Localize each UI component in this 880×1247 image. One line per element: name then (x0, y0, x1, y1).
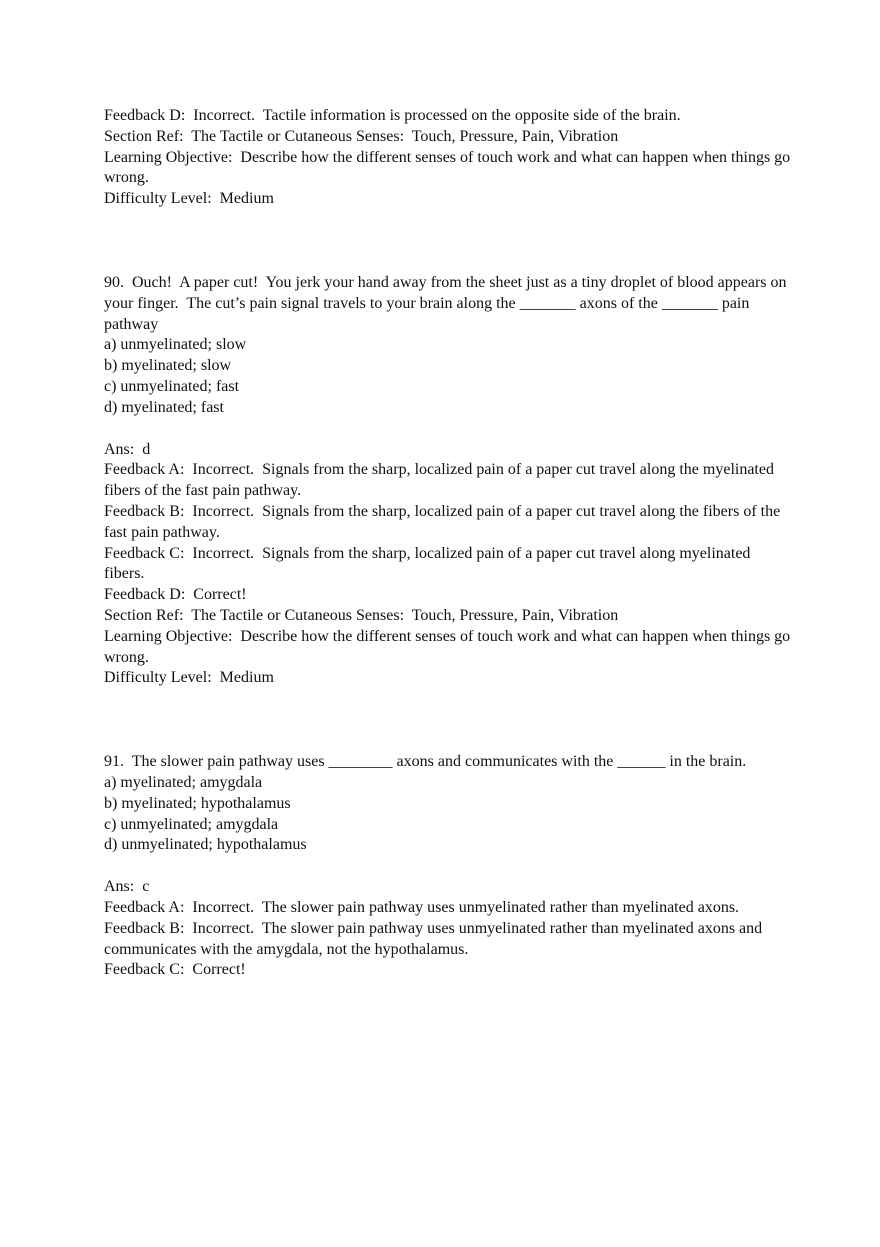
previous-question-tail (104, 106, 794, 210)
spacer (104, 856, 794, 877)
feedback-d: Feedback D: Correct! (104, 586, 247, 604)
question-91 (104, 752, 794, 981)
option-c: c) unmyelinated; amygdala (104, 815, 279, 833)
answer: Ans: d (104, 440, 151, 458)
option-c: c) unmyelinated; fast (104, 377, 240, 395)
spacer (104, 689, 794, 752)
option-d: d) myelinated; fast (104, 398, 224, 416)
option-d: d) unmyelinated; hypothalamus (104, 836, 307, 854)
answer: Ans: c (104, 878, 150, 896)
feedback-a: Feedback A: Incorrect. The slower pain pathway uses unmyelinated rather than myelinated axons. (104, 898, 740, 916)
feedback-a: Feedback A: Incorrect. Signals from the sharp, localized pain of a paper cut travel along the myelinated fibers of the fast pain pathway. (104, 461, 778, 500)
question-90 (104, 273, 794, 689)
option-b: b) myelinated; hypothalamus (104, 794, 291, 812)
feedback-b: Feedback B: Incorrect. The slower pain pathway uses unmyelinated rather than myelinated axons and communicates with the amygdala, not the hypothalamus. (104, 919, 767, 958)
option-a: a) myelinated; amygdala (104, 773, 263, 791)
learning-objective: Learning Objective: Describe how the different senses of touch work and what can happen when things go wrong. (104, 148, 795, 187)
question-stem: 91. The slower pain pathway uses ________ axons and communicates with the ______ in the brain. (104, 753, 747, 771)
option-b: b) myelinated; slow (104, 357, 232, 375)
learning-objective: Learning Objective: Describe how the different senses of touch work and what can happen when things go wrong. (104, 627, 795, 666)
spacer (104, 210, 794, 273)
feedback-d: Feedback D: Incorrect. Tactile information is processed on the opposite side of the brain. (104, 107, 681, 124)
question-stem: 90. Ouch! A paper cut! You jerk your hand away from the sheet just as a tiny droplet of blood appears on your finger. The cut’s pain signal travels to your brain along the _______ axons of the _______ pain pathway (104, 273, 791, 333)
section-ref: Section Ref: The Tactile or Cutaneous Senses: Touch, Pressure, Pain, Vibration (104, 606, 619, 624)
section-ref: Section Ref: The Tactile or Cutaneous Senses: Touch, Pressure, Pain, Vibration (104, 127, 619, 145)
feedback-c: Feedback C: Incorrect. Signals from the sharp, localized pain of a paper cut travel along myelinated fibers. (104, 544, 755, 583)
document-page (104, 106, 794, 981)
feedback-b: Feedback B: Incorrect. Signals from the sharp, localized pain of a paper cut travel along the fibers of the fast pain pathway. (104, 502, 785, 541)
option-a: a) unmyelinated; slow (104, 336, 247, 354)
feedback-c: Feedback C: Correct! (104, 961, 246, 979)
difficulty-level: Difficulty Level: Medium (104, 190, 274, 208)
spacer (104, 419, 794, 440)
difficulty-level: Difficulty Level: Medium (104, 669, 274, 687)
